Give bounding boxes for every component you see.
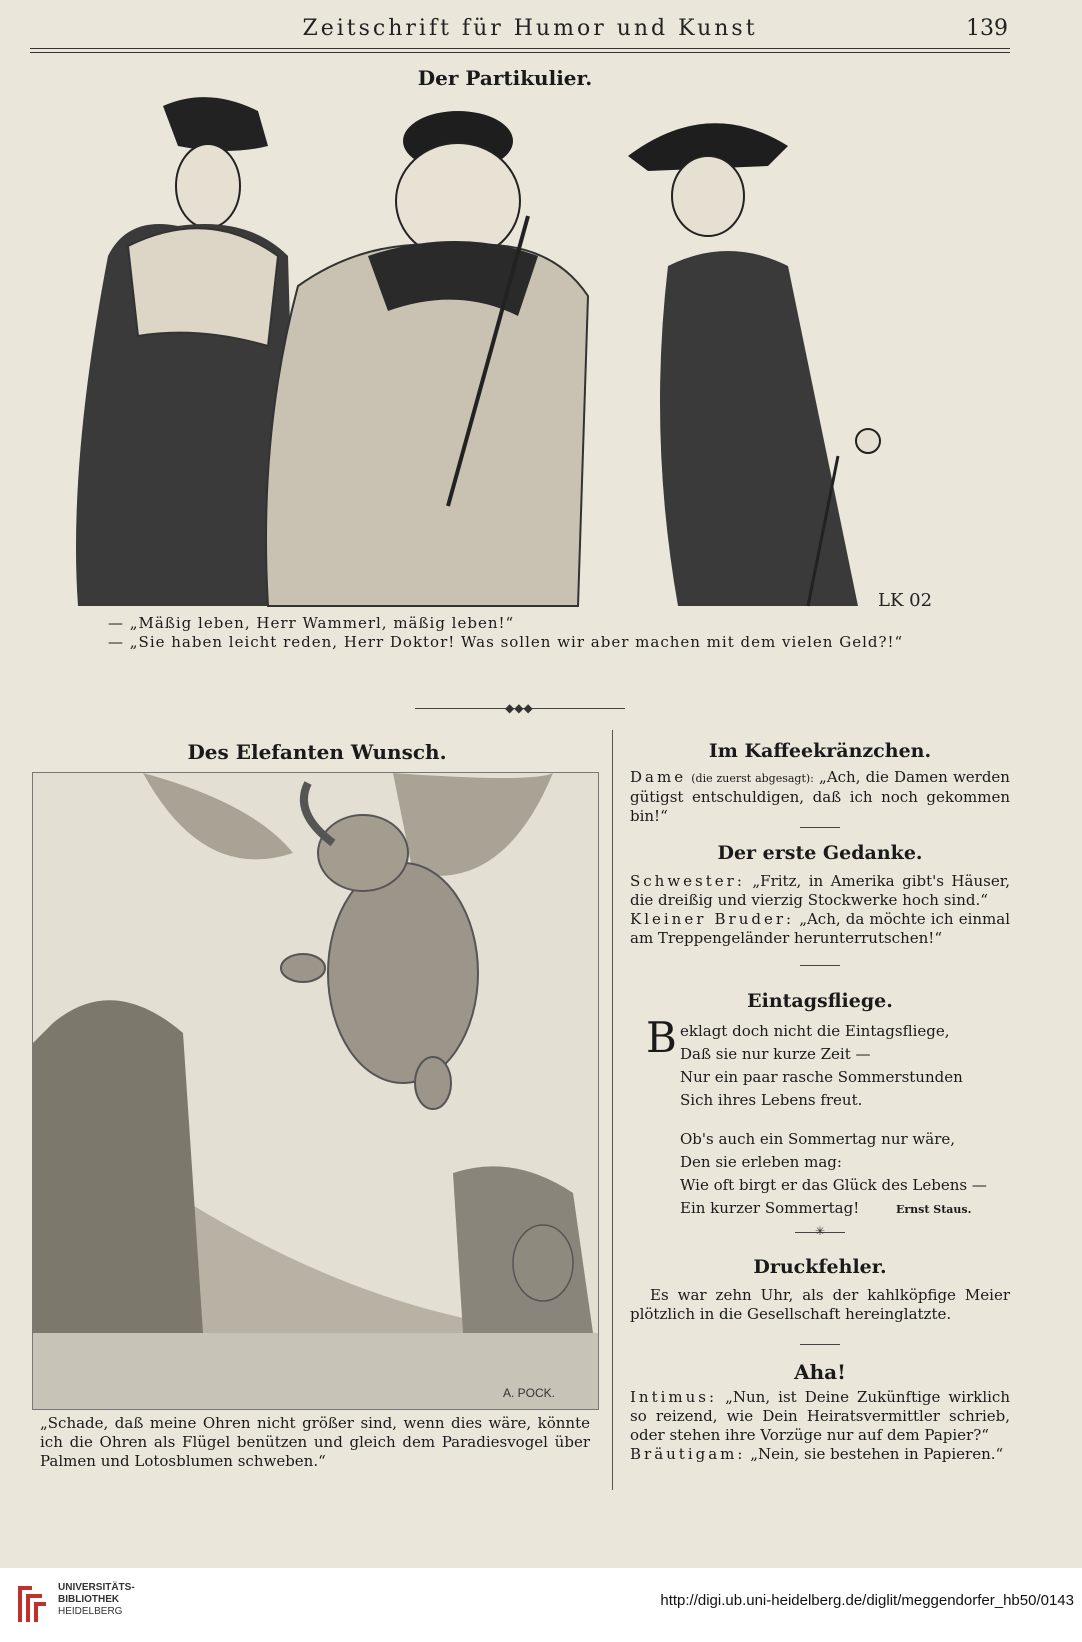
poem-body xyxy=(646,1013,1010,1221)
divider-rule xyxy=(800,827,840,828)
gedanke-line-1 xyxy=(630,872,1010,910)
journal-title: Zeitschrift für Humor und Kunst xyxy=(302,16,758,41)
aha-line-2 xyxy=(630,1445,1010,1464)
header-rule xyxy=(30,48,1010,49)
poem-line: Ob's auch ein Sommertag nur wäre, xyxy=(680,1130,956,1148)
library-line: UNIVERSITÄTS- xyxy=(58,1582,135,1593)
cartoon-illustration xyxy=(68,86,958,626)
aha-quote-1: „Nun, ist Deine Zukünftige wirklich so reizend, wie Dein Heiratsvermittler schrieb, oder stehen ihre Vorzüge nur auf dem Papier?“ xyxy=(630,1388,1010,1444)
source-url-link[interactable]: http://digi.ub.uni-heidelberg.de/diglit/meggendorfer_hb50/0143 xyxy=(660,1592,1074,1609)
asterisk-ornament-icon: ✳ xyxy=(815,1224,826,1238)
poem-title: Eintagsfliege. xyxy=(747,990,893,1012)
elephant-signature: A. POCK. xyxy=(503,1386,556,1400)
man-figure xyxy=(266,111,588,606)
gedanke-quote-2: „Ach, da möchte ich einmal am Treppengeländer herunterrutschen!“ xyxy=(630,910,1010,947)
poem-line xyxy=(680,1197,1010,1221)
elephant-title: Des Elefanten Wunsch. xyxy=(187,740,447,764)
elephant-illustration xyxy=(32,772,599,1410)
aha-speaker-2: Bräutigam: xyxy=(630,1445,746,1463)
column-divider xyxy=(612,730,613,1490)
ornament-icon: ◆◆◆ xyxy=(505,701,533,715)
library-logo-icon xyxy=(12,1582,52,1626)
caption-line-2: — „Sie haben leicht reden, Herr Doktor! Was sollen wir aber machen mit dem vielen Geld?!“ xyxy=(108,633,904,651)
elephant-caption: „Schade, daß meine Ohren nicht größer sind, wenn dies wäre, könnte ich die Ohren als Flügel benützen und gleich dem Paradiesvogel über Palmen und Lotosblumen schweben.“ xyxy=(40,1414,590,1470)
kaffee-text xyxy=(630,768,1010,826)
gedanke-quote-1: „Fritz, in Amerika gibt's Häuser, die dreißig und vierzig Stockwerke hoch sind.“ xyxy=(630,872,1010,909)
elephant-drawing xyxy=(33,773,598,1409)
cartoon-caption xyxy=(108,614,988,652)
gedanke-line-2 xyxy=(630,910,1010,948)
library-name xyxy=(58,1582,135,1618)
gedanke-text xyxy=(630,872,1010,948)
kaffee-note: (die zuerst abgesagt): xyxy=(691,772,814,785)
library-line: HEIDELBERG xyxy=(58,1606,123,1617)
kaffee-title: Im Kaffeekränzchen. xyxy=(708,740,932,762)
poem-line: Daß sie nur kurze Zeit — xyxy=(680,1045,871,1063)
aha-speaker-1: Intimus: xyxy=(630,1388,718,1406)
library-line: BIBLIOTHEK xyxy=(58,1594,120,1605)
druckfehler-title: Druckfehler. xyxy=(753,1256,887,1278)
poem-line: Den sie erleben mag: xyxy=(680,1153,842,1171)
poem-last-line: Ein kurzer Sommertag! xyxy=(680,1199,860,1217)
divider-rule xyxy=(800,965,840,966)
aha-text xyxy=(630,1388,1010,1464)
poem-line: Sich ihres Lebens freut. xyxy=(680,1091,863,1109)
page-number: 139 xyxy=(966,16,1008,41)
aha-quote-2: „Nein, sie bestehen in Papieren.“ xyxy=(750,1445,1004,1463)
cartoon-drawing xyxy=(68,86,958,626)
header-rule-2 xyxy=(30,52,1010,53)
gedanke-speaker-2: Kleiner Bruder: xyxy=(630,910,795,928)
kaffee-quote: „Ach, die Damen werden gütigst entschuldigen, daß ich noch gekommen bin!“ xyxy=(630,768,1010,825)
cartoon-signature: LK 02 xyxy=(878,590,933,611)
cartoon-title: Der Partikulier. xyxy=(417,66,593,90)
poem-drop-cap: B xyxy=(646,1013,677,1062)
lady-figure xyxy=(76,97,298,606)
poem-author: Ernst Staus. xyxy=(896,1203,972,1216)
aha-line-1 xyxy=(630,1388,1010,1445)
gedanke-title: Der erste Gedanke. xyxy=(717,842,923,864)
poem-line: Wie oft birgt er das Glück des Lebens — xyxy=(680,1176,987,1194)
druckfehler-text: Es war zehn Uhr, als der kahlköpfige Meier plötzlich in die Gesellschaft hereinglatzte. xyxy=(630,1286,1010,1323)
kaffee-speaker: Dame xyxy=(630,768,687,786)
footer-bar xyxy=(0,1568,1082,1642)
aha-title: Aha! xyxy=(794,1360,846,1384)
doctor-figure xyxy=(628,123,880,606)
divider-rule xyxy=(800,1344,840,1345)
gedanke-speaker-1: Schwester: xyxy=(630,872,745,890)
running-header xyxy=(30,12,1030,52)
caption-line-1: — „Mäßig leben, Herr Wammerl, mäßig leben!“ xyxy=(108,614,515,632)
poem-line: eklagt doch nicht die Eintagsfliege, xyxy=(680,1022,950,1040)
poem-line: Nur ein paar rasche Sommerstunden xyxy=(680,1068,963,1086)
